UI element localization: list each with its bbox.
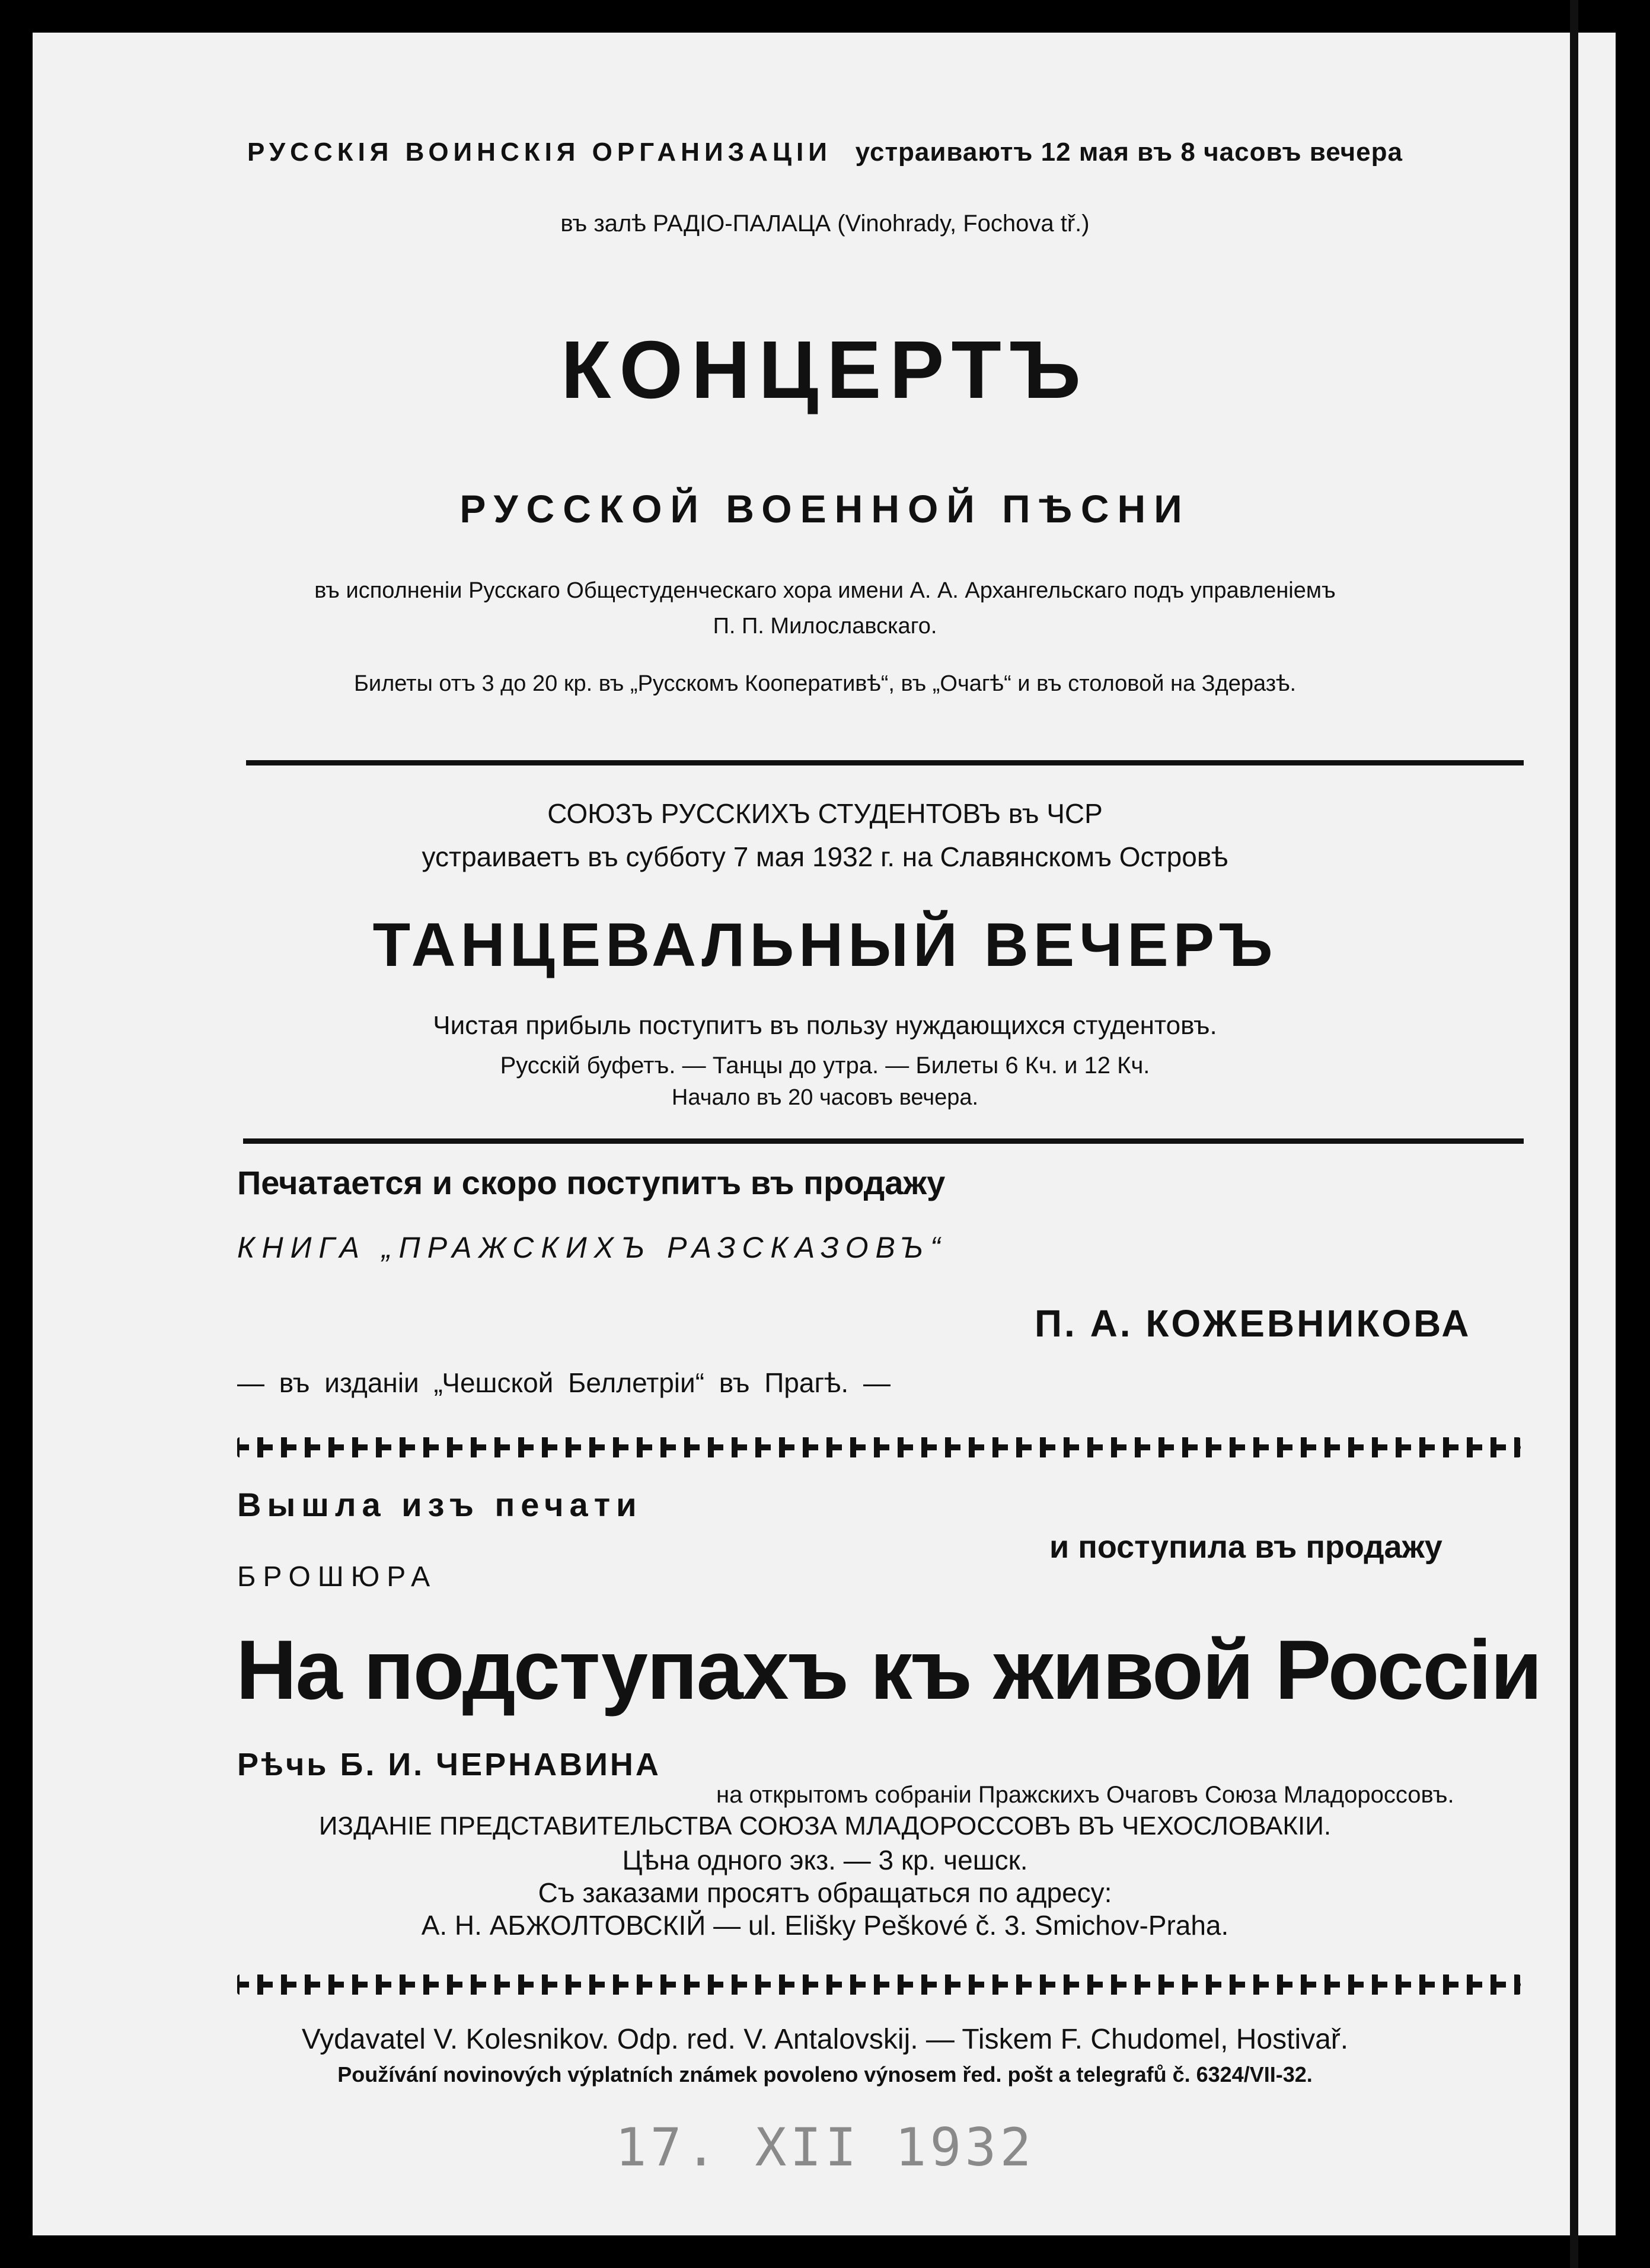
brochure-address: А. Н. АБЖОЛТОВСКІЙ — ul. Elišky Peškové č. 3. Smichov-Praha. (421, 1910, 1229, 1941)
date-stamp: 17. XII 1932 (615, 2117, 1035, 2178)
dance-start-time: Начало въ 20 часовъ вечера. (671, 1085, 979, 1110)
concert-performer-line2: П. П. Милославскаго. (713, 614, 937, 639)
dance-organizer: СОЮЗЪ РУССКИХЪ СТУДЕНТОВЪ въ ЧСР (547, 798, 1103, 829)
brochure-on-sale: и поступила въ продажу (1049, 1529, 1442, 1565)
concert-organizer: РУССКІЯ ВОИНСКІЯ ОРГАНИЗАЦІИ (247, 138, 832, 167)
book-author: П. А. КОЖЕВНИКОВА (1035, 1302, 1472, 1345)
footer-postal-permit: Používání novinových výplatních známek povoleno výnosem řed. pošt a telegrafů č. 6324/VII-32. (337, 2062, 1313, 2087)
ornamental-border (237, 1437, 1521, 1457)
brochure-out-of-print: Вышла изъ печати (237, 1486, 643, 1523)
brochure-price: Цѣна одного экз. — 3 кр. чешск. (622, 1845, 1028, 1875)
concert-tickets: Билеты отъ 3 до 20 кр. въ „Русскомъ Кооперативѣ“, въ „Очагѣ“ и въ столовой на Здеразѣ. (353, 671, 1297, 696)
brochure-label: БРОШЮРА (237, 1561, 438, 1593)
footer-imprint: Vydavatel V. Kolesnikov. Odp. red. V. Antalovskij. — Tiskem F. Chudomel, Hostivař. (301, 2024, 1349, 2055)
book-title: КНИГА „ПРАЖСКИХЪ РАЗСКАЗОВЪ“ (237, 1231, 947, 1264)
divider-rule (243, 1138, 1524, 1144)
brochure-meeting: на открытомъ собраніи Пражскихъ Очаговъ Союза Младороссовъ. (716, 1782, 1454, 1808)
dance-date: устраиваетъ въ субботу 7 мая 1932 г. на Славянскомъ Островѣ (422, 841, 1228, 872)
brochure-publisher: ИЗДАНІЕ ПРЕДСТАВИТЕЛЬСТВА СОЮЗА МЛАДОРОССОВЪ ВЪ ЧЕХОСЛОВАКІИ. (318, 1811, 1332, 1840)
concert-subtitle: РУССКОЙ ВОЕННОЙ ПѢСНИ (459, 487, 1191, 531)
dance-buffet-tickets: Русскій буфетъ. — Танцы до утра. — Билеты 6 Кч. и 12 Кч. (500, 1052, 1150, 1079)
concert-title: КОНЦЕРТЪ (561, 324, 1089, 416)
concert-performer-line1: въ исполненіи Русскаго Общестуденческаго хора имени А. А. Архангельскаго подъ управленіемъ (314, 578, 1336, 603)
book-edition: — въ изданіи „Чешской Беллетріи“ въ Прагѣ. — (237, 1367, 891, 1398)
divider-rule (246, 760, 1524, 765)
brochure-speech-author: Рѣчь Б. И. ЧЕРНАВИНА (237, 1747, 661, 1782)
concert-venue: въ залѣ РАДІО-ПАЛАЦА (Vinohrady, Fochova tř.) (560, 210, 1090, 237)
concert-date: устраиваютъ 12 мая въ 8 часовъ вечера (855, 138, 1403, 167)
book-printing-notice: Печатается и скоро поступитъ въ продажу (237, 1164, 946, 1201)
brochure-orders: Съ заказами просятъ обращаться по адресу: (538, 1877, 1112, 1908)
dance-title: ТАНЦЕВАЛЬНЫЙ ВЕЧЕРЪ (372, 911, 1278, 980)
dance-profit-note: Чистая прибыль поступитъ въ пользу нуждающихся студентовъ. (433, 1011, 1217, 1040)
concert-header (0, 138, 1650, 167)
ornamental-border (237, 1974, 1521, 1995)
brochure-title: На подступахъ къ живой Россіи (236, 1623, 1542, 1717)
